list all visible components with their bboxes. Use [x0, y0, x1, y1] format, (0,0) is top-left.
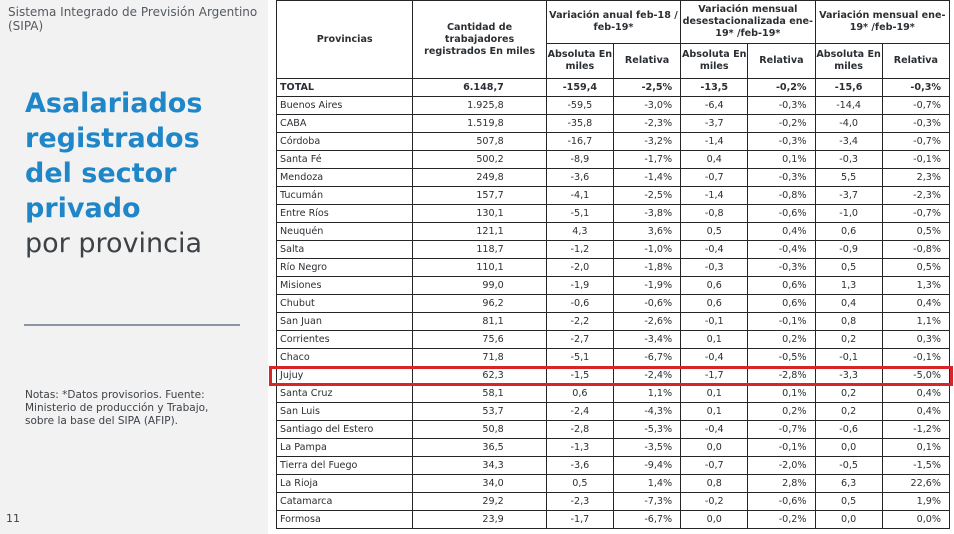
annual-abs-cell: -1,2	[546, 241, 613, 259]
table-body	[277, 79, 950, 529]
table-row	[277, 457, 950, 475]
monthly-rel-cell: -5,0%	[882, 367, 949, 385]
table-row	[277, 187, 950, 205]
quantity-cell: 23,9	[413, 511, 546, 529]
annual-rel-cell: -4,3%	[613, 403, 680, 421]
province-cell: Corrientes	[277, 331, 413, 349]
province-cell: Chubut	[277, 295, 413, 313]
monthly-abs-cell: -1,0	[815, 205, 882, 223]
quantity-cell: 500,2	[413, 151, 546, 169]
annual-abs-cell: 4,3	[546, 223, 613, 241]
left-panel	[0, 0, 268, 534]
table-row	[277, 403, 950, 421]
annual-rel-cell: -5,3%	[613, 421, 680, 439]
quantity-cell: 1.519,8	[413, 115, 546, 133]
quantity-cell: 96,2	[413, 295, 546, 313]
desest-rel-cell: -0,3%	[748, 259, 815, 277]
table-row	[277, 475, 950, 493]
monthly-rel-cell: 0,5%	[882, 223, 949, 241]
table-row	[277, 295, 950, 313]
quantity-cell: 81,1	[413, 313, 546, 331]
desest-abs-cell: 0,1	[681, 403, 748, 421]
desest-abs-cell: -0,4	[681, 349, 748, 367]
annual-rel-cell: 1,1%	[613, 385, 680, 403]
header-variacion-anual: Variación anual feb-18 / feb-19*	[546, 1, 680, 44]
table-row	[277, 331, 950, 349]
quantity-cell: 71,8	[413, 349, 546, 367]
annual-abs-cell: -1,5	[546, 367, 613, 385]
monthly-rel-cell: -1,5%	[882, 457, 949, 475]
table-row	[277, 97, 950, 115]
quantity-cell: 6.148,7	[413, 79, 546, 97]
province-cell: TOTAL	[277, 79, 413, 97]
annual-rel-cell: -3,2%	[613, 133, 680, 151]
annual-rel-cell: -6,7%	[613, 349, 680, 367]
desest-abs-cell: -0,7	[681, 169, 748, 187]
table-row	[277, 169, 950, 187]
monthly-abs-cell: 0,2	[815, 385, 882, 403]
annual-rel-cell: -2,4%	[613, 367, 680, 385]
desest-rel-cell: -2,8%	[748, 367, 815, 385]
table-row	[277, 259, 950, 277]
quantity-cell: 1.925,8	[413, 97, 546, 115]
quantity-cell: 121,1	[413, 223, 546, 241]
table-row	[277, 511, 950, 529]
province-cell: Misiones	[277, 277, 413, 295]
table-row	[277, 115, 950, 133]
desest-abs-cell: -3,7	[681, 115, 748, 133]
annual-abs-cell: -3,6	[546, 457, 613, 475]
monthly-rel-cell: 0,1%	[882, 439, 949, 457]
monthly-abs-cell: 0,4	[815, 295, 882, 313]
annual-rel-cell: -3,5%	[613, 439, 680, 457]
annual-abs-cell: -5,1	[546, 349, 613, 367]
table-row	[277, 223, 950, 241]
monthly-abs-cell: -0,1	[815, 349, 882, 367]
annual-abs-cell: -59,5	[546, 97, 613, 115]
desest-rel-cell: 0,4%	[748, 223, 815, 241]
notes-text: Notas: *Datos provisorios. Fuente: Ministerio de producción y Trabajo, sobre la base del SIPA (AFIP).	[25, 389, 209, 427]
annual-abs-cell: -5,1	[546, 205, 613, 223]
province-cell: Córdoba	[277, 133, 413, 151]
desest-rel-cell: 2,8%	[748, 475, 815, 493]
header-relativa: Relativa	[613, 44, 680, 79]
header-relativa: Relativa	[882, 44, 949, 79]
desest-abs-cell: 0,1	[681, 331, 748, 349]
desest-abs-cell: 0,5	[681, 223, 748, 241]
monthly-rel-cell: 0,4%	[882, 295, 949, 313]
desest-rel-cell: 0,6%	[748, 295, 815, 313]
province-cell: Catamarca	[277, 493, 413, 511]
province-cell: Río Negro	[277, 259, 413, 277]
title-line-4: privado	[25, 193, 141, 224]
annual-rel-cell: -7,3%	[613, 493, 680, 511]
monthly-rel-cell: -0,1%	[882, 349, 949, 367]
quantity-cell: 110,1	[413, 259, 546, 277]
annual-abs-cell: -1,7	[546, 511, 613, 529]
annual-rel-cell: -6,7%	[613, 511, 680, 529]
monthly-rel-cell: 0,4%	[882, 403, 949, 421]
annual-abs-cell: -1,3	[546, 439, 613, 457]
monthly-rel-cell: 22,6%	[882, 475, 949, 493]
desest-rel-cell: -0,1%	[748, 439, 815, 457]
province-cell: La Pampa	[277, 439, 413, 457]
desest-rel-cell: 0,1%	[748, 151, 815, 169]
annual-abs-cell: -2,8	[546, 421, 613, 439]
table-row	[277, 151, 950, 169]
title-line-2: registrados	[25, 123, 200, 154]
desest-abs-cell: 0,6	[681, 277, 748, 295]
annual-abs-cell: -4,1	[546, 187, 613, 205]
desest-rel-cell: -2,0%	[748, 457, 815, 475]
desest-abs-cell: 0,8	[681, 475, 748, 493]
data-table-container	[276, 0, 950, 534]
province-cell: Santa Cruz	[277, 385, 413, 403]
desest-abs-cell: 0,0	[681, 439, 748, 457]
desest-rel-cell: -0,6%	[748, 493, 815, 511]
monthly-rel-cell: -2,3%	[882, 187, 949, 205]
province-cell: San Luis	[277, 403, 413, 421]
desest-abs-cell: 0,4	[681, 151, 748, 169]
desest-rel-cell: 0,1%	[748, 385, 815, 403]
desest-abs-cell: -0,1	[681, 313, 748, 331]
header-relativa: Relativa	[748, 44, 815, 79]
province-cell: Buenos Aires	[277, 97, 413, 115]
annual-rel-cell: -0,6%	[613, 295, 680, 313]
desest-rel-cell: -0,3%	[748, 97, 815, 115]
monthly-abs-cell: 0,5	[815, 493, 882, 511]
table-row-total	[277, 79, 950, 97]
desest-rel-cell: 0,2%	[748, 403, 815, 421]
quantity-cell: 75,6	[413, 331, 546, 349]
desest-abs-cell: -0,7	[681, 457, 748, 475]
table-row	[277, 367, 950, 385]
annual-abs-cell: 0,5	[546, 475, 613, 493]
desest-abs-cell: 0,6	[681, 295, 748, 313]
monthly-rel-cell: 0,4%	[882, 385, 949, 403]
monthly-abs-cell: 0,5	[815, 259, 882, 277]
monthly-abs-cell: -15,6	[815, 79, 882, 97]
desest-rel-cell: -0,4%	[748, 241, 815, 259]
province-cell: Jujuy	[277, 367, 413, 385]
monthly-abs-cell: 1,3	[815, 277, 882, 295]
annual-rel-cell: -2,3%	[613, 115, 680, 133]
slide-title	[25, 86, 265, 261]
desest-abs-cell: -1,4	[681, 187, 748, 205]
desest-abs-cell: -1,4	[681, 133, 748, 151]
annual-abs-cell: -35,8	[546, 115, 613, 133]
monthly-abs-cell: -4,0	[815, 115, 882, 133]
province-cell: Tucumán	[277, 187, 413, 205]
monthly-rel-cell: -0,1%	[882, 151, 949, 169]
desest-abs-cell: -1,7	[681, 367, 748, 385]
monthly-abs-cell: -0,5	[815, 457, 882, 475]
quantity-cell: 53,7	[413, 403, 546, 421]
table-row	[277, 133, 950, 151]
desest-abs-cell: 0,0	[681, 511, 748, 529]
desest-rel-cell: -0,3%	[748, 169, 815, 187]
source-label: Sistema Integrado de Previsión Argentino (SIPA)	[8, 5, 258, 33]
header-cantidad: Cantidad de trabajadores registrados En miles	[413, 1, 546, 79]
quantity-cell: 62,3	[413, 367, 546, 385]
annual-rel-cell: -3,4%	[613, 331, 680, 349]
quantity-cell: 130,1	[413, 205, 546, 223]
monthly-abs-cell: 0,0	[815, 511, 882, 529]
desest-rel-cell: -0,2%	[748, 79, 815, 97]
annual-abs-cell: -159,4	[546, 79, 613, 97]
divider	[24, 324, 240, 326]
province-cell: Santiago del Estero	[277, 421, 413, 439]
monthly-abs-cell: 6,3	[815, 475, 882, 493]
monthly-rel-cell: -0,7%	[882, 133, 949, 151]
table-row	[277, 313, 950, 331]
desest-abs-cell: -0,8	[681, 205, 748, 223]
desest-rel-cell: -0,7%	[748, 421, 815, 439]
annual-rel-cell: -3,8%	[613, 205, 680, 223]
desest-abs-cell: -13,5	[681, 79, 748, 97]
monthly-rel-cell: 2,3%	[882, 169, 949, 187]
quantity-cell: 99,0	[413, 277, 546, 295]
province-cell: Mendoza	[277, 169, 413, 187]
monthly-rel-cell: 1,3%	[882, 277, 949, 295]
monthly-rel-cell: -1,2%	[882, 421, 949, 439]
monthly-abs-cell: -14,4	[815, 97, 882, 115]
province-cell: Chaco	[277, 349, 413, 367]
quantity-cell: 58,1	[413, 385, 546, 403]
quantity-cell: 29,2	[413, 493, 546, 511]
province-cell: Santa Fé	[277, 151, 413, 169]
monthly-rel-cell: 1,1%	[882, 313, 949, 331]
annual-rel-cell: -2,6%	[613, 313, 680, 331]
monthly-abs-cell: -0,3	[815, 151, 882, 169]
monthly-abs-cell: -3,7	[815, 187, 882, 205]
province-cell: Salta	[277, 241, 413, 259]
title-line-3: del sector	[25, 158, 177, 189]
desest-abs-cell: -0,2	[681, 493, 748, 511]
annual-rel-cell: 3,6%	[613, 223, 680, 241]
header-provincias: Provincias	[277, 1, 413, 79]
table-row	[277, 493, 950, 511]
page-number: 11	[6, 512, 20, 525]
annual-abs-cell: -1,9	[546, 277, 613, 295]
table-row	[277, 241, 950, 259]
annual-abs-cell: -2,7	[546, 331, 613, 349]
province-cell: Formosa	[277, 511, 413, 529]
province-cell: La Rioja	[277, 475, 413, 493]
monthly-rel-cell: -0,8%	[882, 241, 949, 259]
quantity-cell: 118,7	[413, 241, 546, 259]
monthly-abs-cell: 5,5	[815, 169, 882, 187]
quantity-cell: 507,8	[413, 133, 546, 151]
header-absoluta: Absoluta En miles	[815, 44, 882, 79]
desest-rel-cell: -0,1%	[748, 313, 815, 331]
desest-abs-cell: -6,4	[681, 97, 748, 115]
annual-rel-cell: -2,5%	[613, 187, 680, 205]
quantity-cell: 34,0	[413, 475, 546, 493]
province-cell: Neuquén	[277, 223, 413, 241]
monthly-rel-cell: -0,3%	[882, 115, 949, 133]
quantity-cell: 34,3	[413, 457, 546, 475]
annual-rel-cell: -1,0%	[613, 241, 680, 259]
monthly-abs-cell: -3,3	[815, 367, 882, 385]
desest-rel-cell: -0,2%	[748, 115, 815, 133]
monthly-abs-cell: 0,2	[815, 331, 882, 349]
table-row	[277, 421, 950, 439]
annual-rel-cell: -2,5%	[613, 79, 680, 97]
header-absoluta: Absoluta En miles	[546, 44, 613, 79]
annual-abs-cell: 0,6	[546, 385, 613, 403]
monthly-rel-cell: -0,7%	[882, 205, 949, 223]
table-row	[277, 349, 950, 367]
desest-abs-cell: -0,3	[681, 259, 748, 277]
table-row	[277, 205, 950, 223]
desest-abs-cell: -0,4	[681, 421, 748, 439]
desest-rel-cell: -0,8%	[748, 187, 815, 205]
desest-rel-cell: 0,6%	[748, 277, 815, 295]
monthly-rel-cell: 0,5%	[882, 259, 949, 277]
desest-rel-cell: -0,6%	[748, 205, 815, 223]
annual-abs-cell: -2,3	[546, 493, 613, 511]
province-cell: Entre Ríos	[277, 205, 413, 223]
annual-abs-cell: -2,0	[546, 259, 613, 277]
desest-abs-cell: -0,4	[681, 241, 748, 259]
quantity-cell: 249,8	[413, 169, 546, 187]
monthly-abs-cell: 0,8	[815, 313, 882, 331]
annual-abs-cell: -16,7	[546, 133, 613, 151]
monthly-abs-cell: 0,0	[815, 439, 882, 457]
desest-rel-cell: 0,2%	[748, 331, 815, 349]
title-line-1: Asalariados	[25, 88, 203, 119]
title-subtitle: por provincia	[25, 228, 202, 259]
annual-abs-cell: -8,9	[546, 151, 613, 169]
monthly-rel-cell: -0,7%	[882, 97, 949, 115]
province-cell: San Juan	[277, 313, 413, 331]
annual-rel-cell: 1,4%	[613, 475, 680, 493]
quantity-cell: 36,5	[413, 439, 546, 457]
monthly-abs-cell: -0,9	[815, 241, 882, 259]
desest-rel-cell: -0,3%	[748, 133, 815, 151]
province-cell: CABA	[277, 115, 413, 133]
table-row	[277, 385, 950, 403]
monthly-abs-cell: 0,2	[815, 403, 882, 421]
province-cell: Tierra del Fuego	[277, 457, 413, 475]
annual-rel-cell: -1,7%	[613, 151, 680, 169]
province-employment-table	[276, 0, 950, 529]
monthly-rel-cell: 0,0%	[882, 511, 949, 529]
monthly-abs-cell: 0,6	[815, 223, 882, 241]
monthly-abs-cell: -3,4	[815, 133, 882, 151]
monthly-abs-cell: -0,6	[815, 421, 882, 439]
desest-rel-cell: -0,2%	[748, 511, 815, 529]
header-absoluta: Absoluta En miles	[681, 44, 748, 79]
header-variacion-mensual: Variación mensual ene-19* /feb-19*	[815, 1, 949, 44]
annual-rel-cell: -3,0%	[613, 97, 680, 115]
annual-abs-cell: -3,6	[546, 169, 613, 187]
annual-rel-cell: -1,9%	[613, 277, 680, 295]
desest-abs-cell: 0,1	[681, 385, 748, 403]
monthly-rel-cell: -0,3%	[882, 79, 949, 97]
annual-rel-cell: -1,8%	[613, 259, 680, 277]
annual-abs-cell: -2,2	[546, 313, 613, 331]
quantity-cell: 157,7	[413, 187, 546, 205]
table-row	[277, 439, 950, 457]
monthly-rel-cell: 0,3%	[882, 331, 949, 349]
annual-abs-cell: -2,4	[546, 403, 613, 421]
annual-rel-cell: -1,4%	[613, 169, 680, 187]
monthly-rel-cell: 1,9%	[882, 493, 949, 511]
desest-rel-cell: -0,5%	[748, 349, 815, 367]
table-row	[277, 277, 950, 295]
quantity-cell: 50,8	[413, 421, 546, 439]
annual-rel-cell: -9,4%	[613, 457, 680, 475]
header-variacion-mensual-desest: Variación mensual desestacionalizada ene-19* /feb-19*	[681, 1, 815, 44]
annual-abs-cell: -0,6	[546, 295, 613, 313]
